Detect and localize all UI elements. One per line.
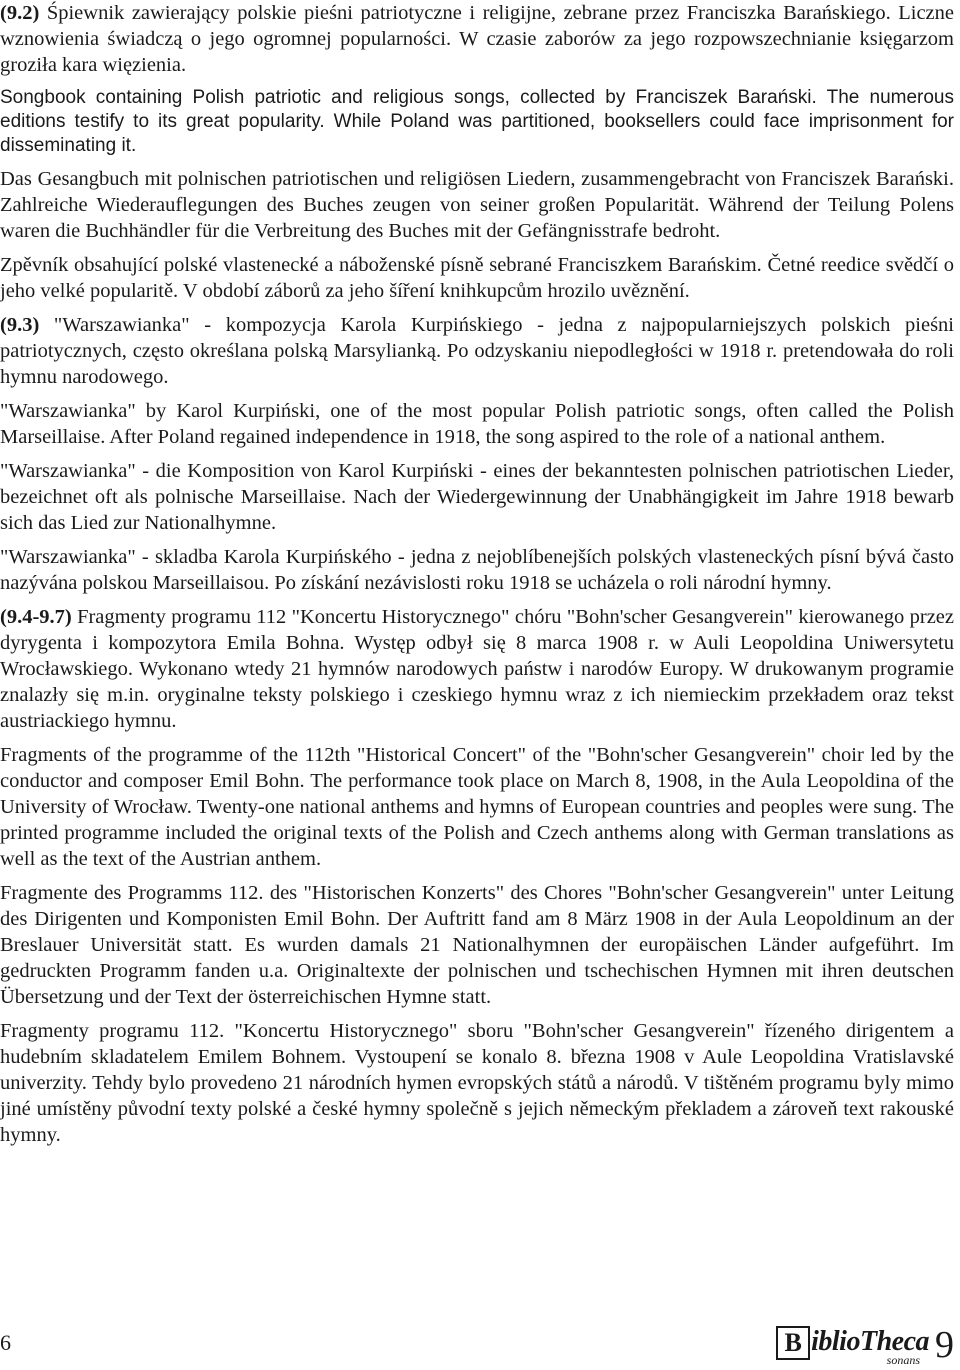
paragraph-9-2-pl <box>0 0 954 78</box>
paragraph-text: Das Gesangbuch mit polnischen patriotischen und religiösen Liedern, zusammengebracht von Franciszek Barański. Zahlreiche Wiederauflegungen des Buches zeugen von seiner großen Popularität. Während der Teilung Polens waren die Buchhändler für die Verbreitung des Buches mit der Gefängnisstrafe bedroht. <box>0 168 954 242</box>
paragraph-9-3-en <box>0 398 954 450</box>
paragraph-text: Zpěvník obsahující polské vlastenecké a náboženské písně sebrané Franciszkem Barańskim. Četné reedice svědčí o jeho velké popularitě. V období záborů za jeho šíření knihkupcům hrozilo uvěznění. <box>0 254 954 302</box>
paragraph-9-2-en <box>0 86 954 158</box>
paragraph-9-2-cz <box>0 252 954 304</box>
paragraph-9-4-pl <box>0 604 954 734</box>
logo-number: 9 <box>935 1324 954 1366</box>
paragraph-text: Fragmenty programu 112. "Koncertu Historycznego" sboru "Bohn'scher Gesangverein" řízeného dirigentem a hudebním skladatelem Emilem Bohnem. Vystoupení se konalo 8. března 1908 v Aule Leopoldina Vratislavské univerzity. Tehdy bylo provedeno 21 národních hymen evropských států a národů. V tištěném programu byly mimo jiné umístěny původní texty polské a české hymny společně s jejich německým překladem a zároveň text rakouské hymny. <box>0 1020 954 1146</box>
ref-label: (9.4-9.7) <box>0 606 72 628</box>
paragraph-9-2-de <box>0 166 954 244</box>
paragraph-text: Fragmenty programu 112 "Koncertu Historycznego" chóru "Bohn'scher Gesangverein" kierowanego przez dyrygenta i kompozytora Emila Bohna. Występ odbył się 8 marca 1908 r. w Auli Leopoldina Uniwersytetu Wrocławskiego. Wykonano wtedy 21 hymnów narodowych państw i narodów Europy. W drukowanym programie znalazły się m.in. oryginalne teksty polskiego i czeskiego hymnu wraz z ich niemieckim przekładem oraz tekst austriackiego hymnu. <box>0 606 954 732</box>
paragraph-text: "Warszawianka" by Karol Kurpiński, one of the most popular Polish patriotic songs, often called the Polish Marseillaise. After Poland regained independence in 1918, the song aspired to the role of a national anthem. <box>0 400 954 448</box>
paragraph-9-4-cz <box>0 1018 954 1148</box>
ref-label: (9.3) <box>0 314 40 336</box>
logo-initial: B <box>776 1326 810 1360</box>
paragraph-text: "Warszawianka" - skladba Karola Kurpińského - jedna z nejoblíbenejších polských vlasteneckých písní bývá často nazývána polskou Marseillaisou. Po získání nezávislosti roku 1918 se ucházela o roli národní hymny. <box>0 546 954 594</box>
paragraph-9-3-cz <box>0 544 954 596</box>
paragraph-9-3-de <box>0 458 954 536</box>
paragraph-text: Fragments of the programme of the 112th "Historical Concert" of the "Bohn'scher Gesangverein" choir led by the conductor and composer Emil Bohn. The performance took place on March 8, 1908, in the Aula Leopoldina of the University of Wrocław. Twenty-one national anthems and hymns of European countries and peoples were sung. The printed programme included the original texts of the Polish and Czech anthems along with German translations as well as the text of the Austrian anthem. <box>0 744 954 870</box>
bibliotheca-logo <box>776 1326 954 1366</box>
ref-label: (9.2) <box>0 2 40 24</box>
paragraph-9-4-de <box>0 880 954 1010</box>
logo-subtitle: sonans <box>886 1353 920 1367</box>
paragraph-text: "Warszawianka" - die Komposition von Karol Kurpiński - eines der bekanntesten polnischen patriotischen Lieder, bezeichnet oft als polnische Marseillaise. Nach der Wiedergewinnung der Unabhängigkeit im Jahre 1918 bewarb sich das Lied zur Nationalhymne. <box>0 460 954 534</box>
logo-text: iblioTheca <box>811 1326 929 1357</box>
paragraph-text: Songbook containing Polish patriotic and religious songs, collected by Franciszek Barański. The numerous editions testify to its great popularity. While Poland was partitioned, booksellers could face imprisonment for disseminating it. <box>0 87 954 156</box>
page-number: 6 <box>0 1330 11 1355</box>
paragraph-9-3-pl <box>0 312 954 390</box>
paragraph-text: "Warszawianka" - kompozycja Karola Kurpińskiego - jedna z najpopularniejszych polskich pieśni patriotycznych, często określana polską Marsylianką. Po odzyskaniu niepodległości w 1918 r. pretendowała do roli hymnu narodowego. <box>0 314 954 388</box>
paragraph-text: Fragmente des Programms 112. des "Historischen Konzerts" des Chores "Bohn'scher Gesangverein" unter Leitung des Dirigenten und Komponisten Emil Bohn. Der Auftritt fand am 8 März 1908 in der Aula Leopoldinum an der Breslauer Universität statt. Es wurden damals 21 Nationalhymnen der europäischen Länder aufgeführt. Im gedruckten Programm fanden u.a. Originaltexte der polnischen und tschechischen Hymnen mit ihren deutschen Übersetzung und der Text der österreichischen Hymne statt. <box>0 882 954 1008</box>
paragraph-text: Śpiewnik zawierający polskie pieśni patriotyczne i religijne, zebrane przez Franciszka Barańskiego. Liczne wznowienia świadczą o jego ogromnej popularności. W czasie zaborów za jego rozpowszechnianie księgarzom groziła kara więzienia. <box>0 2 954 76</box>
paragraph-9-4-en <box>0 742 954 872</box>
